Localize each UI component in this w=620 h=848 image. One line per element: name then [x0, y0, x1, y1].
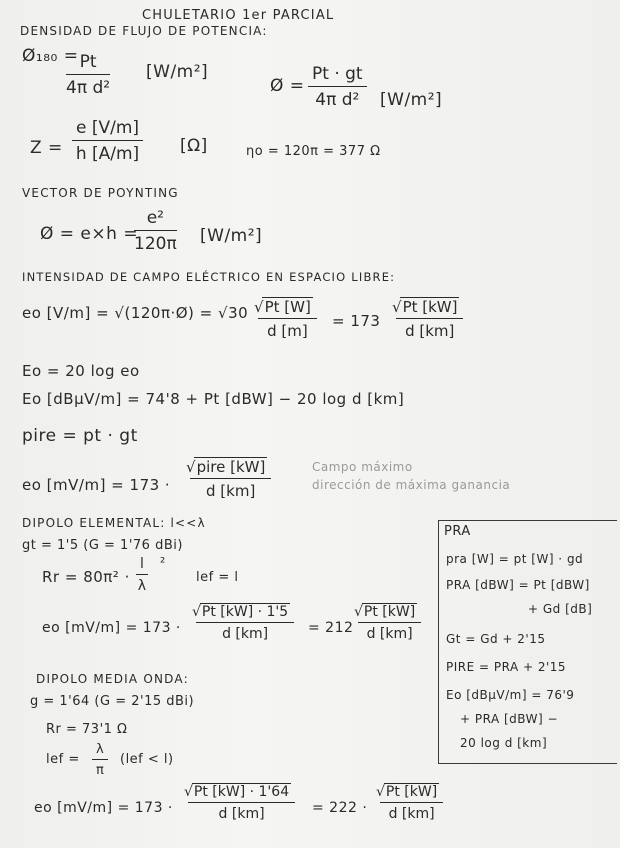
half-wave-lef-fraction — [92, 742, 108, 778]
field-eq1-fraction2 — [396, 298, 463, 340]
elemental-eq-lhs: eo [mV/m] = 173 · — [42, 620, 181, 636]
half-wave-eq-fraction2 — [380, 784, 443, 822]
elemental-eq-fraction — [196, 604, 294, 642]
field-eq4: pire = pt · gt — [22, 426, 138, 446]
phi180-lhs: Ø₁₈₀ = — [22, 46, 79, 66]
field-intensity-heading: INTENSIDAD DE CAMPO ELÉCTRICO EN ESPACIO LIBRE: — [22, 270, 396, 284]
free-space-impedance: ηo = 120π = 377 Ω — [246, 144, 381, 159]
impedance-numerator: e [V/m] — [72, 118, 143, 141]
phi-gain-unit: [W/m²] — [380, 90, 443, 110]
phi180-fraction — [66, 52, 110, 98]
elemental-eq-numerator2: √ Pt [kW] — [358, 604, 421, 623]
poynting-heading: VECTOR DE POYNTING — [22, 186, 179, 200]
half-wave-eq-lhs: eo [mV/m] = 173 · — [34, 800, 173, 816]
field-note-direction: dirección de máxima ganancia — [312, 478, 511, 492]
pra-line-8: 20 log d [km] — [460, 736, 548, 750]
poynting-unit: [W/m²] — [200, 226, 263, 246]
half-wave-eq-numerator: √ Pt [kW] · 1'64 — [188, 784, 295, 803]
phi-gain-fraction — [308, 64, 367, 110]
elemental-eq-mid: = 212 — [308, 620, 354, 636]
phi180-numerator: Pt — [66, 52, 110, 75]
elemental-eq-denominator2: d [km] — [366, 626, 413, 642]
half-wave-eq-mid: = 222 · — [312, 800, 368, 816]
half-wave-lef-numerator: λ — [92, 742, 108, 760]
pra-line-3: + Gd [dB] — [528, 602, 593, 616]
half-wave-eq-numerator2: √ Pt [kW] — [380, 784, 443, 803]
pra-line-6: Eo [dBµV/m] = 76'9 — [446, 688, 575, 702]
field-eq1-denominator: d [m] — [267, 322, 308, 340]
field-eq1-numerator: √ Pt [W] — [258, 298, 317, 319]
phi-gain-lhs: Ø = — [270, 76, 305, 96]
poynting-denominator: 120π — [134, 234, 177, 254]
elemental-dipole-heading: DIPOLO ELEMENTAL: l<<λ — [22, 516, 206, 530]
elemental-rr-fraction — [136, 556, 148, 594]
half-wave-lef-note: (lef < l) — [120, 752, 174, 767]
field-eq1-denominator2: d [km] — [405, 322, 455, 340]
field-eq1-mid: = 173 — [332, 312, 381, 330]
elemental-lef: lef = l — [196, 570, 239, 585]
field-eq2: Eo = 20 log eo — [22, 362, 140, 380]
phi-gain-numerator: Pt · gt — [308, 64, 367, 87]
field-note-max: Campo máximo — [312, 460, 413, 474]
half-wave-gain: g = 1'64 (G = 2'15 dBi) — [30, 694, 195, 709]
phi-gain-denominator: 4π d² — [315, 90, 360, 110]
pra-line-2: PRA [dBW] = Pt [dBW] — [446, 578, 590, 592]
elemental-eq-fraction2 — [358, 604, 421, 642]
poynting-lhs: Ø = e×h = — [40, 224, 139, 244]
half-wave-lef-lhs: lef = — [46, 752, 80, 767]
elemental-rr-exponent: ² — [160, 556, 166, 571]
field-eq5-denominator: d [km] — [206, 482, 256, 500]
elemental-rr-denominator: λ — [137, 578, 147, 594]
field-eq1-numerator2: √ Pt [kW] — [396, 298, 463, 319]
elemental-dipole-gain: gt = 1'5 (G = 1'76 dBi) — [22, 538, 183, 553]
half-wave-eq-fraction — [188, 784, 295, 822]
field-eq5-fraction — [190, 458, 271, 500]
impedance-unit: [Ω] — [180, 136, 208, 156]
elemental-rr-numerator: l — [136, 556, 148, 575]
pra-line-5: PIRE = PRA + 2'15 — [446, 660, 567, 674]
field-eq5-numerator: √ pire [kW] — [190, 458, 271, 479]
half-wave-lef-denominator: π — [95, 763, 104, 778]
half-wave-eq-denominator: d [km] — [218, 806, 265, 822]
pra-line-4: Gt = Gd + 2'15 — [446, 632, 546, 646]
poynting-fraction — [134, 208, 177, 254]
phi180-denominator: 4π d² — [66, 78, 111, 98]
half-wave-rr: Rr = 73'1 Ω — [46, 722, 128, 737]
page-title: CHULETARIO 1er PARCIAL — [142, 8, 335, 23]
field-eq1-lhs: eo [V/m] = √(120π·Ø) = √30 — [22, 304, 249, 322]
impedance-lhs: Z = — [30, 138, 63, 158]
half-wave-eq-denominator2: d [km] — [388, 806, 435, 822]
field-eq3: Eo [dBµV/m] = 74'8 + Pt [dBW] − 20 log d [km] — [22, 390, 405, 408]
impedance-denominator: h [A/m] — [75, 144, 140, 164]
pra-heading: PRA — [444, 524, 471, 539]
elemental-rr-lhs: Rr = 80π² · — [42, 568, 130, 586]
field-eq5-lhs: eo [mV/m] = 173 · — [22, 476, 171, 494]
half-wave-dipole-heading: DIPOLO MEDIA ONDA: — [36, 672, 189, 686]
field-eq1-fraction — [258, 298, 317, 340]
pra-line-1: pra [W] = pt [W] · gd — [446, 552, 584, 566]
elemental-eq-numerator: √ Pt [kW] · 1'5 — [196, 604, 294, 623]
phi180-unit: [W/m²] — [146, 62, 209, 82]
impedance-fraction — [72, 118, 143, 164]
poynting-numerator: e² — [134, 208, 177, 231]
pra-line-7: + PRA [dBW] − — [460, 712, 558, 726]
power-density-heading: DENSIDAD DE FLUJO DE POTENCIA: — [20, 24, 268, 38]
elemental-eq-denominator: d [km] — [222, 626, 269, 642]
